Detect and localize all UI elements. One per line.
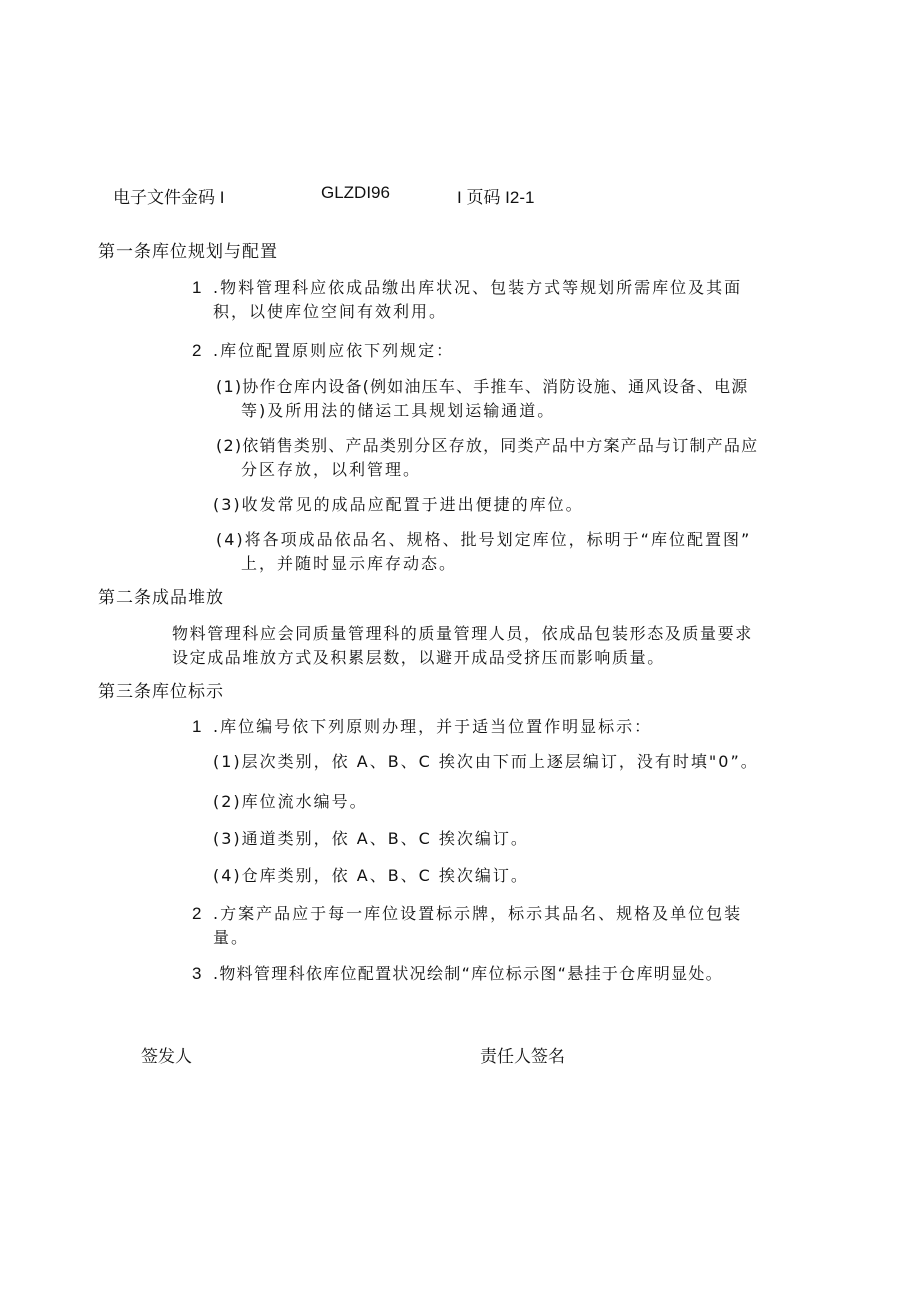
article1-sub3-line1: (3)收发常见的成品应配置于进出便捷的库位。 — [213, 495, 584, 514]
article3-item3-line1: .物料管理科依库位配置状况绘制“库位标示图“悬挂于仓库明显处。 — [213, 964, 723, 983]
article3-sub1-line1: (1)层次类别，依 A、B、C 挨次由下而上逐层编订，没有时填"0”。 — [213, 752, 759, 771]
article2-line2: 设定成品堆放方式及积累层数，以避开成品受挤压而影响质量。 — [172, 648, 665, 667]
article1-sub2-line1: (2)依销售类别、产品类别分区存放，同类产品中方案产品与订制产品应 — [216, 436, 759, 455]
article1-sub4-line1: (4)将各项成品依品名、规格、批号划定库位，标明于“库位配置图” — [216, 530, 752, 549]
article1-item1-line1: .物料管理科应依成品缴出库状况、包装方式等规划所需库位及其面 — [213, 278, 743, 297]
article1-title: 第一条库位规划与配置 — [98, 242, 278, 262]
article1-sub2-line2: 分区存放，以利管理。 — [241, 460, 422, 479]
article1-item1-line2: 积，以使库位空间有效利用。 — [213, 302, 448, 321]
article3-sub2-line1: (2)库位流水编号。 — [213, 792, 368, 811]
article1-sub1-line2: 等)及所用法的储运工具规划运输通道。 — [241, 401, 556, 420]
article3-item1-number: 1 — [192, 717, 202, 736]
article3-sub3-line1: (3)通道类别，依 A、B、C 挨次编订。 — [213, 829, 529, 848]
article3-sub4-line1: (4)仓库类别，依 A、B、C 挨次编订。 — [213, 866, 529, 885]
file-code-label: 电子文件金码 I — [113, 188, 225, 207]
file-code-value: GLZDI96 — [321, 183, 390, 202]
article1-item2-line1: .库位配置原则应依下列规定： — [213, 341, 455, 360]
responsible-signature-label: 责任人签名 — [480, 1047, 565, 1066]
article3-item2-number: 2 — [192, 904, 202, 923]
article1-item2-number: 2 — [192, 341, 202, 360]
article3-item3-number: 3 — [192, 964, 202, 983]
article3-item1-line1: .库位编号依下列原则办理，并于适当位置作明显标示： — [213, 717, 653, 736]
article3-title: 第三条库位标示 — [98, 682, 224, 702]
article2-title: 第二条成品堆放 — [98, 588, 224, 608]
page-number-label: I 页码 I2-1 — [457, 188, 535, 207]
article2-line1: 物料管理科应会同质量管理科的质量管理人员，依成品包装形态及质量要求 — [172, 624, 753, 643]
article1-sub4-line2: 上，并随时显示库存动态。 — [241, 554, 458, 573]
article1-item1-number: 1 — [192, 278, 202, 297]
article1-sub1-line1: (1)协作仓库内设备(例如油压车、手推车、消防设施、通风设备、电源 — [216, 377, 749, 396]
issuer-signature-label: 签发人 — [141, 1047, 192, 1066]
article3-item2-line1: .方案产品应于每一库位设置标示牌，标示其品名、规格及单位包装 — [213, 904, 743, 923]
article3-item2-line2: 量。 — [213, 928, 250, 947]
